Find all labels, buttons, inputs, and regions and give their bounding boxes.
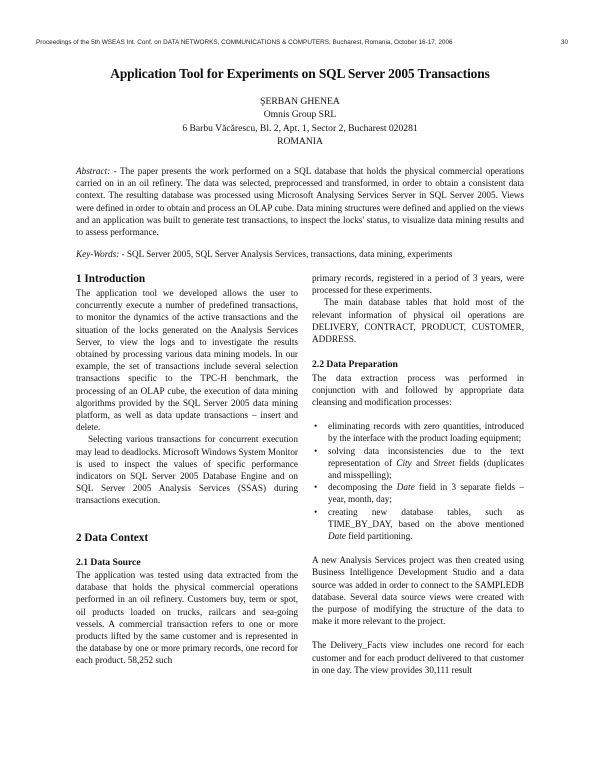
paper-title: Application Tool for Experiments on SQL Server 2005 Transactions <box>110 66 490 81</box>
analysis-services-paragraph: A new Analysis Services project was then created using Business Intelligence Development Studio and a data source was added in order to connect to the SAMPLEDB database. Several data source views were created with the purpose of modifying the structure of the data to make it more relevant to the project. <box>312 555 524 627</box>
data-preparation-paragraph: The data extraction process was performed in conjunction with and followed by appropriate data cleansing and modification processes: <box>312 372 524 408</box>
list-item: • decomposing the Date field in 3 separate fields – year, month, day; <box>314 482 524 505</box>
list-item: • creating new database tables, such as TIME_BY_DAY, based on the above mentioned Date field partitioning. <box>314 506 524 542</box>
introduction-paragraph-2: Selecting various transactions for concurrent execution may lead to deadlocks. Microsoft Windows System Monitor is used to inspect the values of specific performance indicators on SQL Server 2005 Database Engine and on SQL Server 2005 Analysis Services (SSAS) during transactions execution. <box>76 434 298 506</box>
data-source-paragraph-continued: primary records, registered in a period of 3 years, were processed for these experiments. <box>312 273 524 296</box>
bullet-icon: • <box>314 482 318 493</box>
bullet-icon: • <box>314 421 318 432</box>
subsection-heading-data-source: 2.1 Data Source <box>76 556 141 568</box>
bullet-icon: • <box>314 445 318 456</box>
page-number: 30 <box>560 39 568 46</box>
list-item: • eliminating records with zero quantities, introduced by the interface with the product loading equipment; <box>314 421 524 444</box>
section-heading-introduction: 1 Introduction <box>76 273 146 285</box>
bullet-icon: • <box>314 506 318 517</box>
author-name: ŞERBAN GHENEA <box>260 96 340 107</box>
list-item: • solving data inconsistencies due to the text representation of City and Street fields (duplicates and misspelling); <box>314 445 524 481</box>
author-address: 6 Barbu Văcărescu, Bl. 2, Apt. 1, Sector 2, Bucharest 020281 <box>182 122 418 134</box>
introduction-paragraph-1: The application tool we developed allows the user to concurrently execute a number of predefined transactions, to monitor the dynamics of the active transactions and the situation of the locks generated on the Analysis Services Server, to view the logs and to investigate the results obtained by processing various data mining models. In our example, the set of transactions include several selection transactions specific to the TPC-H benchmark, the processing of an OLAP cube, the execution of data mining algorithms provided by the SQL Server 2005 data mining platform, as well as data update transactions – insert and delete. <box>76 288 298 433</box>
abstract <box>76 165 524 238</box>
author-country: ROMANIA <box>277 136 323 148</box>
proceedings-line: Proceedings of the 5th WSEAS Int. Conf. on DATA NETWORKS, COMMUNICATIONS & COMPUTERS, Bucharest, Romania, October 16-17, 2006 <box>36 39 453 46</box>
delivery-facts-paragraph: The Delivery_Facts view includes one record for each customer and for each product delivered to that customer in one day. The view provides 30,111 result <box>312 640 524 675</box>
running-header <box>36 39 568 51</box>
section-heading-data-context: 2 Data Context <box>76 531 149 544</box>
right-column <box>312 272 524 676</box>
abstract-text: - The paper presents the work performed on a SQL database that holds the physical commercial operations carried on in an oil refinery. The data was selected, preprocessed and transformed, in order to obtain a consistent data context. The resulting database was processed using Microsoft Analysing Services Server in SQL Server 2005. Views were defined in order to obtain and process an OLAP cube. Data mining structures were defined and applied on the views and an application was built to generate test transactions, to inspect the locks' status, to visualize data mining results and to assess performance. <box>76 166 524 238</box>
keywords <box>76 248 524 260</box>
left-column <box>76 270 298 667</box>
data-source-paragraph: The application was tested using data extracted from the database that holds the physical commercial operations performed in an oil refinery. Customers buy, term or spot, oil products loaded on trucks, railcars and sea-going vessels. A commercial transaction refers to one or more products lifted by the same customer and is represented in the database by one or more primary records, one record for each product. 58,252 such <box>76 570 298 666</box>
author-organization: Omnis Group SRL <box>263 109 337 121</box>
preparation-steps-list <box>312 420 524 542</box>
abstract-label: Abstract: <box>76 166 111 176</box>
main-tables-paragraph: The main database tables that hold most of the relevant information of physical oil operations are DELIVERY, CONTRACT, PRODUCT, CUSTOMER, ADDRESS. <box>312 297 524 345</box>
keywords-label: Key-Words: <box>76 249 120 259</box>
subsection-heading-data-preparation: 2.2 Data Preparation <box>312 359 398 371</box>
keywords-text: - SQL Server 2005, SQL Server Analysis Services, transactions, data mining, experiments <box>119 249 453 259</box>
author-block <box>36 95 564 149</box>
